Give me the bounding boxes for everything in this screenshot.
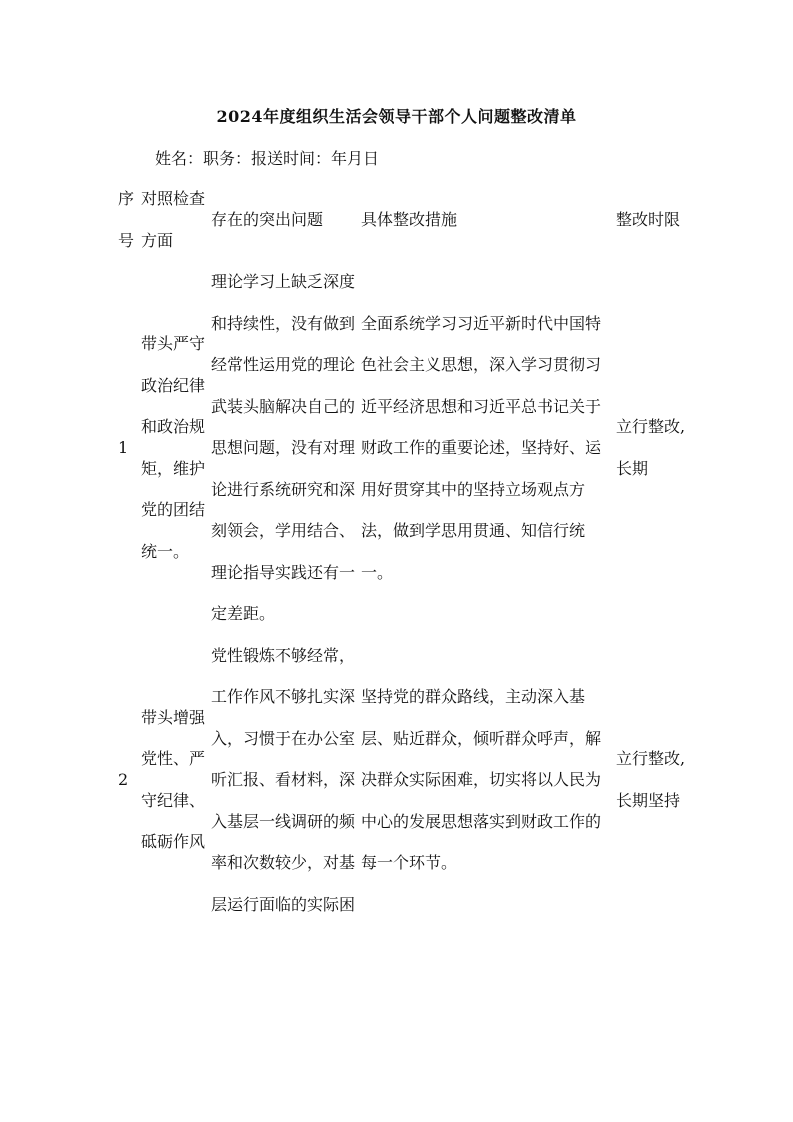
row-aspect: 带头增强党性、严守纪律、砥砺作风 bbox=[141, 707, 206, 852]
row-number: 1 bbox=[118, 438, 129, 457]
document-title: 2024年度组织生活会领导干部个人问题整改清单 bbox=[216, 107, 577, 126]
meta-line: 姓名：职务：报送时间：年月日 bbox=[155, 149, 380, 168]
row-problem: 党性锻炼不够经常，工作作风不够扎实深入，习惯于在办公室听汇报、看材料，深入基层一线调研的频率和次数较少，对基层运行面临的实际困 bbox=[211, 645, 356, 914]
row-number: 2 bbox=[118, 770, 129, 789]
row-problem: 理论学习上缺乏深度和持续性，没有做到经常性运用党的理论武装头脑解决自己的思想问题，没有对理论进行系统研究和深刻领会，学用结合、理论指导实践还有一定差距。 bbox=[211, 272, 356, 623]
row-deadline: 立行整改,长期 bbox=[616, 417, 686, 478]
table-row bbox=[118, 635, 688, 926]
row-measures: 坚持党的群众路线，主动深入基层、贴近群众，倾听群众呼声，解决群众实际困难，切实将以人民为中心的发展思想落实到财政工作的每一个环节。 bbox=[361, 687, 602, 872]
header-problem: 存在的突出问题 bbox=[211, 209, 324, 229]
row-measures: 全面系统学习习近平新时代中国特色社会主义思想，深入学习贯彻习近平经济思想和习近平总书记关于财政工作的重要论述，坚持好、运用好贯穿其中的坚持立场观点方法，做到学思用贯通、知信行统一。 bbox=[361, 313, 602, 582]
table-header-row bbox=[118, 178, 688, 261]
header-deadline: 整改时限 bbox=[616, 209, 681, 229]
header-measures: 具体整改措施 bbox=[361, 209, 458, 229]
row-deadline: 立行整改,长期坚持 bbox=[616, 749, 686, 810]
rectification-table bbox=[118, 178, 688, 925]
table-row bbox=[118, 261, 688, 635]
row-aspect: 带头严守政治纪律和政治规矩，维护党的团结统一。 bbox=[141, 334, 206, 561]
header-no: 序号 bbox=[118, 189, 135, 250]
header-aspect: 对照检查方面 bbox=[141, 189, 206, 250]
